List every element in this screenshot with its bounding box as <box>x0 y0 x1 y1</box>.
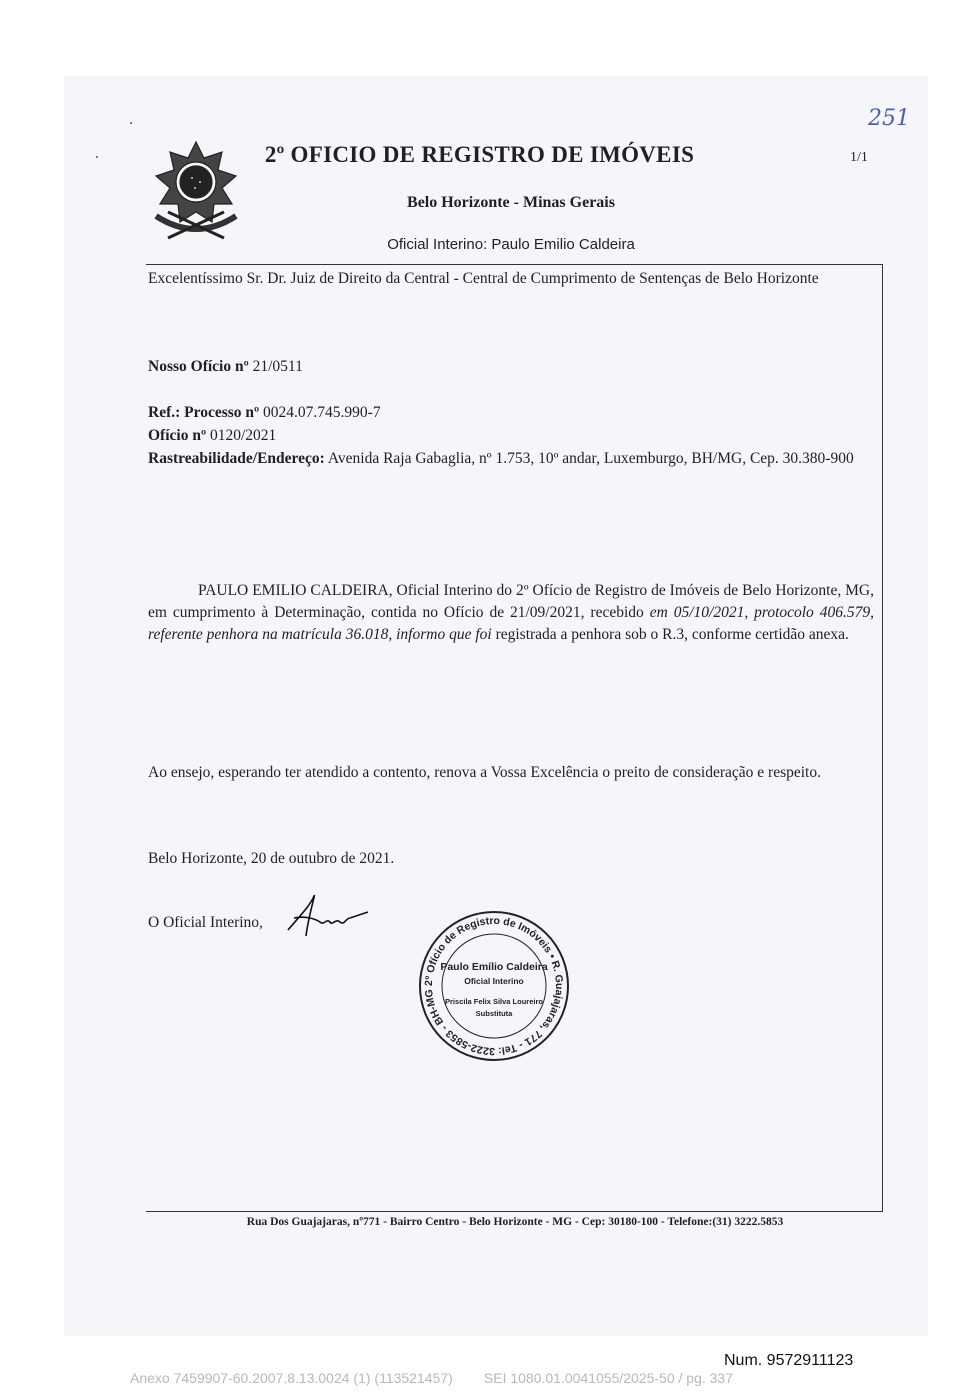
handwritten-signature <box>284 888 374 946</box>
nosso-oficio-value: 21/0511 <box>252 358 303 375</box>
ref-line <box>148 402 874 424</box>
rastreabilidade-label: Rastreabilidade/Endereço: <box>148 450 325 467</box>
stamp-name: Paulo Emílio Caldeira <box>440 961 548 973</box>
stamp-ring-text: 2º Ofício de Registro de Imóveis • R. Guajajaras, 771 - Tel: 3222-5853 - BH-MG <box>422 914 566 1058</box>
office-title: 2º OFICIO DE REGISTRO DE IMÓVEIS <box>264 142 695 167</box>
office-subtitle: Belo Horizonte - Minas Gerais <box>407 194 615 211</box>
nosso-oficio-label: Nosso Ofício nº <box>148 358 249 375</box>
body-part-3: registrada a penhora sob o R.3, conforme certidão anexa. <box>491 626 849 643</box>
nosso-oficio-line <box>148 356 874 378</box>
rastreabilidade-value: Avenida Raja Gabaglia, nº 1.753, 10º andar, Luxemburgo, BH/MG, Cep. 30.380-900 <box>327 450 854 467</box>
body-part-2: em 05/10/2021, protocolo 406.579, referente penhora na matrícula 36.018, informo que foi <box>148 604 874 643</box>
scan-speck <box>130 122 132 124</box>
document-number: Num. 9572911123 <box>724 1352 854 1369</box>
official-seal-stamp <box>416 908 572 1064</box>
date-line: Belo Horizonte, 20 de outubro de 2021. <box>148 850 395 867</box>
stamp-substitute-name: Priscila Felix Silva Loureiro <box>445 997 543 1006</box>
signature-label: O Oficial Interino, <box>148 914 263 931</box>
annex-watermark-line: Anexo 7459907-60.2007.8.13.0024 (1) (113521457) SEI 1080.01.0041055/2025-50 / pg. 337 <box>130 1370 733 1386</box>
official-name-line: Oficial Interino: Paulo Emilio Caldeira <box>387 236 635 253</box>
ref-label: Ref.: Processo nº <box>148 404 260 421</box>
oficio-value: 0120/2021 <box>209 427 277 444</box>
rastreabilidade-line <box>148 448 874 470</box>
closing-paragraph: Ao ensejo, esperando ter atendido a contento, renova a Vossa Excelência o preito de consideração e respeito. <box>148 764 821 781</box>
scan-speck <box>96 156 98 158</box>
handwritten-page-number: 251 <box>868 106 910 131</box>
ref-value: 0024.07.745.990-7 <box>263 404 381 421</box>
stamp-role: Oficial Interino <box>464 976 524 986</box>
oficio-label: Ofício nº <box>148 427 207 444</box>
body-paragraph <box>148 580 874 646</box>
page-count: 1/1 <box>850 150 868 165</box>
body-part-1: PAULO EMILIO CALDEIRA, Oficial Interino do 2º Ofício de Registro de Imóveis de Belo Horizonte, MG, em cumprimento à Determinação, contida no Ofício de 21/09/2021, recebido <box>148 582 874 621</box>
footer-address: Rua Dos Guajajaras, nº771 - Bairro Centro - Belo Horizonte - MG - Cep: 30180-100 - Telefone:(31) 3222.5853 <box>246 1216 784 1228</box>
addressee: Excelentíssimo Sr. Dr. Juiz de Direito da Central - Central de Cumprimento de Sentenças de Belo Horizonte <box>148 270 819 287</box>
stamp-substitute-role: Substituta <box>475 1009 513 1018</box>
oficio-line <box>148 425 874 447</box>
